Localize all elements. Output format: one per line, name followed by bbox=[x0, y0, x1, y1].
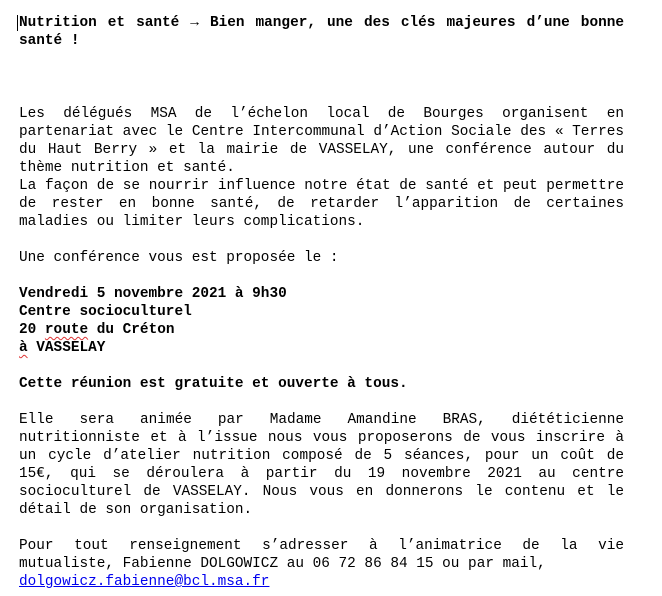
city-prefix: à bbox=[19, 340, 28, 356]
details-paragraph: Elle sera animée par Madame Amandine BRAS, diététicienne nutritionniste et à l’issue nous vous proposerons de vous inscrire à un cycle d’atelier nutrition composé de 5 séances, pour un coût de 15€, qui se déroulera à partir du 19 novembre 2021 au centre socioculturel de VASSELAY. Nous vous en donnerons le contenu et le détail de son organisation. bbox=[19, 412, 624, 518]
contact-paragraph: Pour tout renseignement s’adresser à l’animatrice de la vie mutualiste, Fabienne DOLGOWICZ au 06 72 86 84 15 ou par mail, bbox=[19, 538, 624, 572]
document-body[interactable] bbox=[19, 14, 624, 591]
intro-paragraph-2: La façon de se nourrir influence notre état de santé et peut permettre de rester en bonne santé, de retarder l’apparition de certaines maladies ou limiter leurs complications. bbox=[19, 178, 624, 230]
proposal-line: Une conférence vous est proposée le : bbox=[19, 250, 339, 266]
street-number: 20 bbox=[19, 322, 37, 338]
email-link[interactable]: dolgowicz.fabienne@bcl.msa.fr bbox=[19, 574, 270, 590]
document-title: Nutrition et santé → Bien manger, une des clés majeures d’une bonne santé ! bbox=[19, 15, 624, 49]
email-line bbox=[19, 573, 624, 591]
free-notice: Cette réunion est gratuite et ouverte à tous. bbox=[19, 376, 408, 392]
intro-paragraph: Les délégués MSA de l’échelon local de Bourges organisent en partenariat avec le Centre Intercommunal d’Action Sociale des « Terres du Haut Berry » et la mairie de VASSELAY, une conférence autour du thème nutrition et santé. bbox=[19, 106, 624, 176]
event-street bbox=[19, 321, 624, 339]
street-rest: du Créton bbox=[96, 322, 175, 338]
event-date: Vendredi 5 novembre 2021 à 9h30 bbox=[19, 286, 287, 302]
event-venue: Centre socioculturel bbox=[19, 304, 192, 320]
street-word: route bbox=[44, 322, 89, 338]
event-city bbox=[19, 339, 624, 357]
text-cursor bbox=[17, 15, 18, 31]
city-name: VASSELAY bbox=[36, 340, 106, 356]
